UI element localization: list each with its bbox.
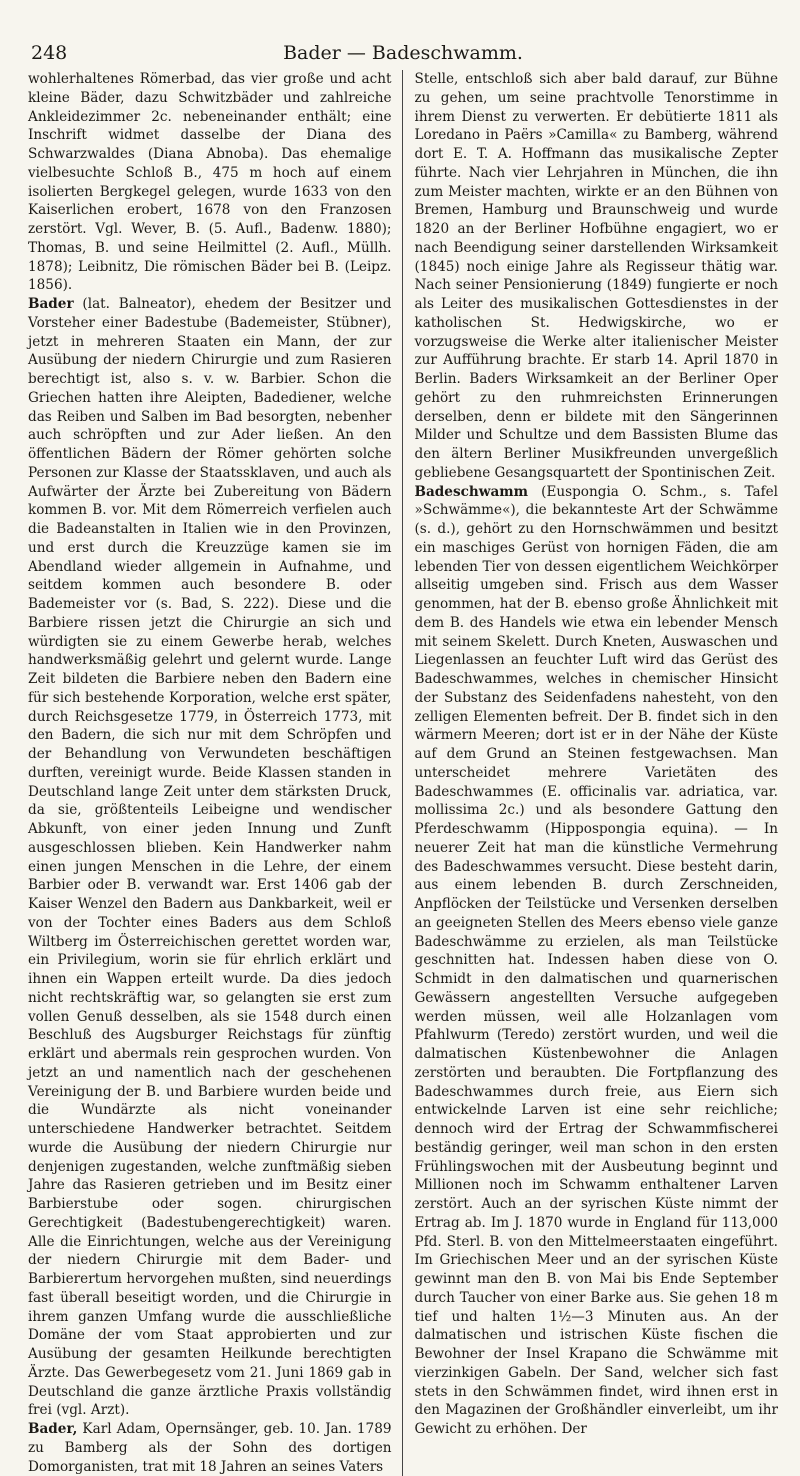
page-number: 248 bbox=[31, 42, 68, 64]
right-column bbox=[402, 70, 779, 1476]
entry-continuation: Stelle, entschloß sich aber bald darauf, zur Bühne zu gehen, um seine prachtvolle Tenorstimme in ihrem Dienst zu verwerten. Er debütierte 1811 als Loredano in Paërs »Camilla« zu Bamberg, während dort E. T. A. Hoffmann das musikalische Zepter führte. Nach vier Lehrjahren in München, die ihn zum Meister machten, wirkte er an den Bühnen von Bremen, Hamburg und Braunschweig und wurde 1820 an der Berliner Hofbühne engagiert, wo er nach Beendigung seiner darstellenden Wirksamkeit (1845) noch einige Jahre als Regisseur thätig war. Nach seiner Pensionierung (1849) fungierte er noch als Leiter des musikalischen Gottesdienstes in der katholischen St. Hedwigskirche, wo er vorzugsweise die Werke alter italienischer Meister zur Aufführung brachte. Er starb 14. April 1870 in Berlin. Baders Wirksamkeit an der Berliner Oper gehört zu den ruhmreichsten Erinnerungen derselben, denn er bildete mit den Sängerinnen Milder und Schultze und dem Bassisten Blume das den ältern Berliner Musikfreunden unvergeßlich gebliebene Gesangsquartett der Spontinischen Zeit. bbox=[414, 71, 778, 481]
text-columns bbox=[28, 70, 778, 1476]
entry-badeschwamm: Badeschwamm (Euspongia O. Schm., s. Tafel »Schwämme«), die bekannteste Art der Schwämme (s. d.), gehört zu den Hornschwämmen und besitzt ein maschiges Gerüst von hornigen Fäden, die am lebenden Tier von dessen eigentlichem Weichkörper allseitig umgeben sind. Frisch aus dem Wasser genommen, hat der B. ebenso große Ähnlichkeit mit dem B. des Handels wie etwa ein lebender Mensch mit seinem Skelett. Durch Kneten, Auswaschen und Liegenlassen an feuchter Luft wird das Gerüst des Badeschwammes, welches in chemischer Hinsicht der Substanz des Seidenfadens nahesteht, von den zelligen Elementen befreit. Der B. findet sich in den wärmern Meeren; dort ist er in der Nähe der Küste auf dem Grund an Steinen festgewachsen. Man unterscheidet mehrere Varietäten des Badeschwammes (E. officinalis var. adriatica, var. mollissima 2c.) und als besondere Gattung den Pferdeschwamm (Hippospongia equina). — In neuerer Zeit hat man die künstliche Vermehrung des Badeschwammes versucht. Diese besteht darin, aus einem lebenden B. durch Zerschneiden, Anpflöcken der Teilstücke und Versenken derselben an geeigneten Stellen des Meers ebenso viele ganze Badeschwämme zu erzielen, als man Teilstücke geschnitten hat. Indessen haben diese von O. Schmidt in den dalmatischen und quarnerischen Gewässern angestellten Versuche aufgegeben werden müssen, weil alle Holzanlagen vom Pfahlwurm (Teredo) zerstört wurden, und weil die dalmatischen Küstenbewohner die Anlagen zerstörten und beraubten. Die Fortpflanzung des Badeschwammes durch freie, aus Eiern sich entwickelnde Larven ist eine sehr reichliche; dennoch wird der Ertrag der Schwammfischerei beständig geringer, weil man schon in den ersten Frühlingswochen mit der Ausbeutung beginnt und Millionen noch im Schwamm enthaltener Larven zerstört. Auch an der syrischen Küste nimmt der Ertrag ab. Im J. 1870 wurde in England für 113,000 Pfd. Sterl. B. von den Mittelmeerstaaten eingeführt. Im Griechischen Meer und an der syrischen Küste gewinnt man den B. von Mai bis Ende September durch Taucher von einer Barke aus. Sie gehen 18 m tief und halten 1½—3 Minuten aus. An der dalmatischen und istrischen Küste fischen die Bewohner der Insel Krapano die Schwämme mit vierzinkigen Gabeln. Der Sand, welcher sich fast stets in den Schwämmen findet, wird ihnen erst in den Magazinen der Großhändler einverleibt, um ihr Gewicht zu erhöhen. Der bbox=[414, 483, 778, 1437]
entry-bader: Bader (lat. Balneator), ehedem der Besitzer und Vorsteher einer Badestube (Bademeister, Stübner), jetzt in mehreren Staaten ein Mann, der zur Ausübung der niedern Chirurgie und zum Rasieren berechtigt ist, also s. v. w. Barbier. Schon die Griechen hatten ihre Aleipten, Badediener, welche das Reiben und Salben im Bad besorgten, nebenher auch schröpften und zur Ader ließen. An den öffentlichen Bädern der Römer gehörten solche Personen zur Klasse der Staatssklaven, und auch als Aufwärter der Ärzte bei Zubereitung von Bädern kommen B. vor. Mit dem Römerreich verfielen auch die Badeanstalten in Italien wie in den Provinzen, und erst durch die Kreuzzüge kamen sie im Abendland wieder allgemein in Aufnahme, und seitdem kommen auch besondere B. oder Bademeister vor (s. Bad, S. 222). Diese und die Barbiere rissen jetzt die Chirurgie an sich und würdigten sie zu einem Gewerbe herab, welches handwerksmäßig gelehrt und gelernt wurde. Lange Zeit bildeten die Barbiere neben den Badern eine für sich bestehende Korporation, welche erst später, durch Reichsgesetze 1779, in Österreich 1773, mit den Badern, die sich nur mit dem Schröpfen und der Behandlung von Verwundeten beschäftigen durften, vereinigt wurde. Beide Klassen standen in Deutschland lange Zeit unter dem stärksten Druck, da sie, größtenteils Leibeigne und wendischer Abkunft, von einer jeden Innung und Zunft ausgeschlossen blieben. Kein Handwerker nahm einen jungen Menschen in die Lehre, der einem Barbier oder B. verwandt war. Erst 1406 gab der Kaiser Wenzel den Badern aus Dankbarkeit, weil er von der Tochter eines Baders aus dem Schloß Wiltberg im Österreichischen gerettet worden war, ein Privilegium, worin sie für ehrlich erklärt und ihnen ein Wappen erteilt wurde. Da dies jedoch nicht rechtskräftig war, so gelangten sie erst zum vollen Genuß desselben, als sie 1548 durch einen Beschluß des Augsburger Reichstags für zünftig erklärt und abermals rein gesprochen wurden. Von jetzt an und namentlich nach der geschehenen Vereinigung der B. und Barbiere wurden beide und die Wundärzte als nicht voneinander unterschiedene Handwerker betrachtet. Seitdem wurde die Ausübung der niedern Chirurgie nur denjenigen zugestanden, welche zunftmäßig sieben Jahre das Rasieren getrieben und im Besitz einer Barbierstube oder sogen. chirurgischen Gerechtigkeit (Badestubengerechtigkeit) waren. Alle die Einrichtungen, welche aus der Vereinigung der niedern Chirurgie mit dem Bader- und Barbierertum hervorgehen mußten, sind neuerdings fast überall beseitigt worden, und die Chirurgie in ihrem ganzen Umfang wurde die ausschließliche Domäne der vom Staat approbierten und zur Ausübung der gesamten Heilkunde berechtigten Ärzte. Das Gewerbegesetz vom 21. Juni 1869 gab in Deutschland die ganze ärztliche Praxis vollständig frei (vgl. Arzt). bbox=[28, 296, 392, 1419]
page-header bbox=[28, 36, 778, 70]
entry-headword: Bader bbox=[28, 296, 74, 312]
left-column bbox=[28, 70, 402, 1476]
entry-bader-karl-adam: Bader, Karl Adam, Opernsänger, geb. 10. Jan. 1789 zu Bamberg als der Sohn des dortigen Domorganisten, trat mit 18 Jahren an seines Vaters bbox=[28, 1421, 392, 1475]
running-title: Bader — Badeschwamm. bbox=[283, 42, 523, 64]
entry-continuation: wohlerhaltenes Römerbad, das vier große und acht kleine Bäder, dazu Schwitzbäder und zahlreiche Ankleidezimmer 2c. nebeneinander enthält; eine Inschrift widmet dasselbe der Diana des Schwarzwaldes (Diana Abnoba). Das ehemalige vielbesuchte Schloß B., 475 m hoch auf einem isolierten Bergkegel gelegen, wurde 1633 von den Kaiserlichen erobert, 1678 von den Franzosen zerstört. Vgl. Wever, B. (5. Aufl., Badenw. 1880); Thomas, B. und seine Heilmittel (2. Aufl., Müllh. 1878); Leibnitz, Die römischen Bäder bei B. (Leipz. 1856). bbox=[28, 71, 392, 294]
entry-headword: Bader, bbox=[28, 1421, 78, 1437]
entry-headword: Badeschwamm bbox=[414, 483, 529, 500]
